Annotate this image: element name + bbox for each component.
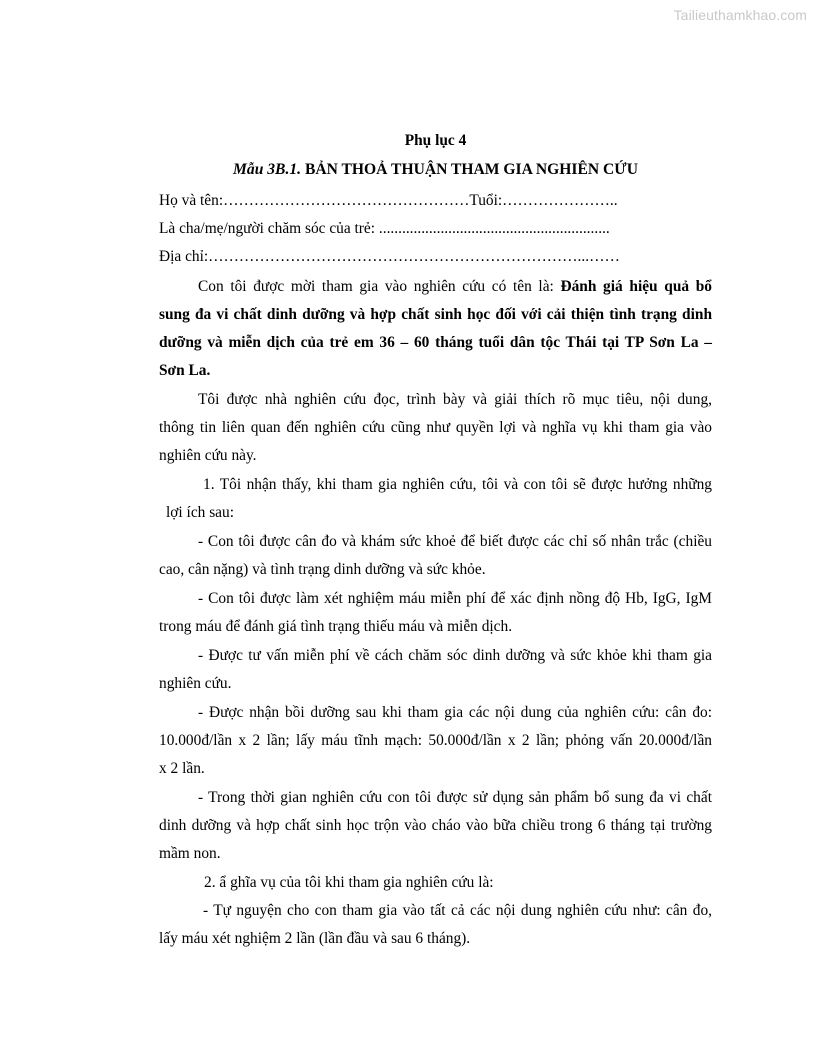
study-title-line-4: Sơn La. xyxy=(159,362,211,379)
watermark: Tailieuthamkhao.com xyxy=(673,7,807,23)
name-age-field: Họ và tên:…………………………………………Tuổi:………………….. xyxy=(159,192,618,209)
benefit-4-line-3: x 2 lần. xyxy=(159,760,205,777)
explain-line-2: thông tin liên quan đến nghiên cứu cũng như quyền lợi và nghĩa vụ khi tham gia vào xyxy=(159,419,712,436)
appendix-label: Phụ lục 4 xyxy=(404,132,467,149)
benefit-5-line-2: dinh dưỡng và hợp chất sinh học trộn vào cháo vào bữa chiều trong 6 tháng tại trường xyxy=(159,817,712,834)
study-title-start: Đánh giá hiệu quả bổ xyxy=(560,278,712,295)
benefit-5-line-3: mầm non. xyxy=(159,845,221,862)
benefit-2-line-2: trong máu để đánh giá tình trạng thiếu máu và miễn dịch. xyxy=(159,618,513,635)
benefit-3-line-1: - Được tư vấn miễn phí về cách chăm sóc dinh dưỡng và sức khỏe khi tham gia xyxy=(198,647,712,664)
duties-heading: 2. ẩ ghĩa vụ của tôi khi tham gia nghiên cứu là: xyxy=(204,874,494,891)
benefits-heading: 1. Tôi nhận thấy, khi tham gia nghiên cứu, tôi và con tôi sẽ được hưởng những xyxy=(203,476,712,493)
duty-1-line-1: - Tự nguyện cho con tham gia vào tất cả các nội dung nghiên cứu như: cân đo, xyxy=(203,902,712,919)
duty-1-line-2: lấy máu xét nghiệm 2 lần (lần đầu và sau 6 tháng). xyxy=(159,930,471,947)
relation-field: Là cha/mẹ/người chăm sóc của trẻ: ............................................................ xyxy=(159,220,610,237)
study-title-line-2: sung đa vi chất dinh dưỡng và hợp chất sinh học đối với cải thiện tình trạng dinh xyxy=(159,306,712,323)
benefit-2-line-1: - Con tôi được làm xét nghiệm máu miễn phí để xác định nồng độ Hb, IgG, IgM xyxy=(198,590,712,607)
form-title-text: BẢN THOẢ THUẬN THAM GIA NGHIÊN CỨU xyxy=(301,161,638,178)
benefit-4-line-1: - Được nhận bồi dưỡng sau khi tham gia các nội dung của nghiên cứu: cân đo: xyxy=(198,704,712,721)
benefit-1-line-2: cao, cân nặng) và tình trạng dinh dưỡng và sức khỏe. xyxy=(159,561,486,578)
form-title xyxy=(159,161,712,179)
explain-line-3: nghiên cứu này. xyxy=(159,447,257,464)
benefits-heading-cont: lợi ích sau: xyxy=(166,504,234,521)
address-field: Địa chỉ:………………………………………………………………...…… xyxy=(159,248,620,265)
intro-line-1 xyxy=(198,278,712,296)
benefit-4-line-2: 10.000đ/lần x 2 lần; lấy máu tĩnh mạch: 50.000đ/lần x 2 lần; phỏng vấn 20.000đ/lần xyxy=(159,732,712,749)
benefit-1-line-1: - Con tôi được cân đo và khám sức khoẻ để biết được các chỉ số nhân trắc (chiều xyxy=(198,533,712,550)
study-title-line-3: dưỡng và miễn dịch của trẻ em 36 – 60 tháng tuổi dân tộc Thái tại TP Sơn La – xyxy=(159,334,712,351)
form-code: Mẫu 3B.1. xyxy=(233,161,302,178)
intro-text: Con tôi được mời tham gia vào nghiên cứu có tên là: xyxy=(198,278,561,295)
benefit-5-line-1: - Trong thời gian nghiên cứu con tôi được sử dụng sản phẩm bổ sung đa vi chất xyxy=(198,789,712,806)
explain-line-1: Tôi được nhà nghiên cứu đọc, trình bày và giải thích rõ mục tiêu, nội dung, xyxy=(198,391,712,408)
benefit-3-line-2: nghiên cứu. xyxy=(159,675,232,692)
